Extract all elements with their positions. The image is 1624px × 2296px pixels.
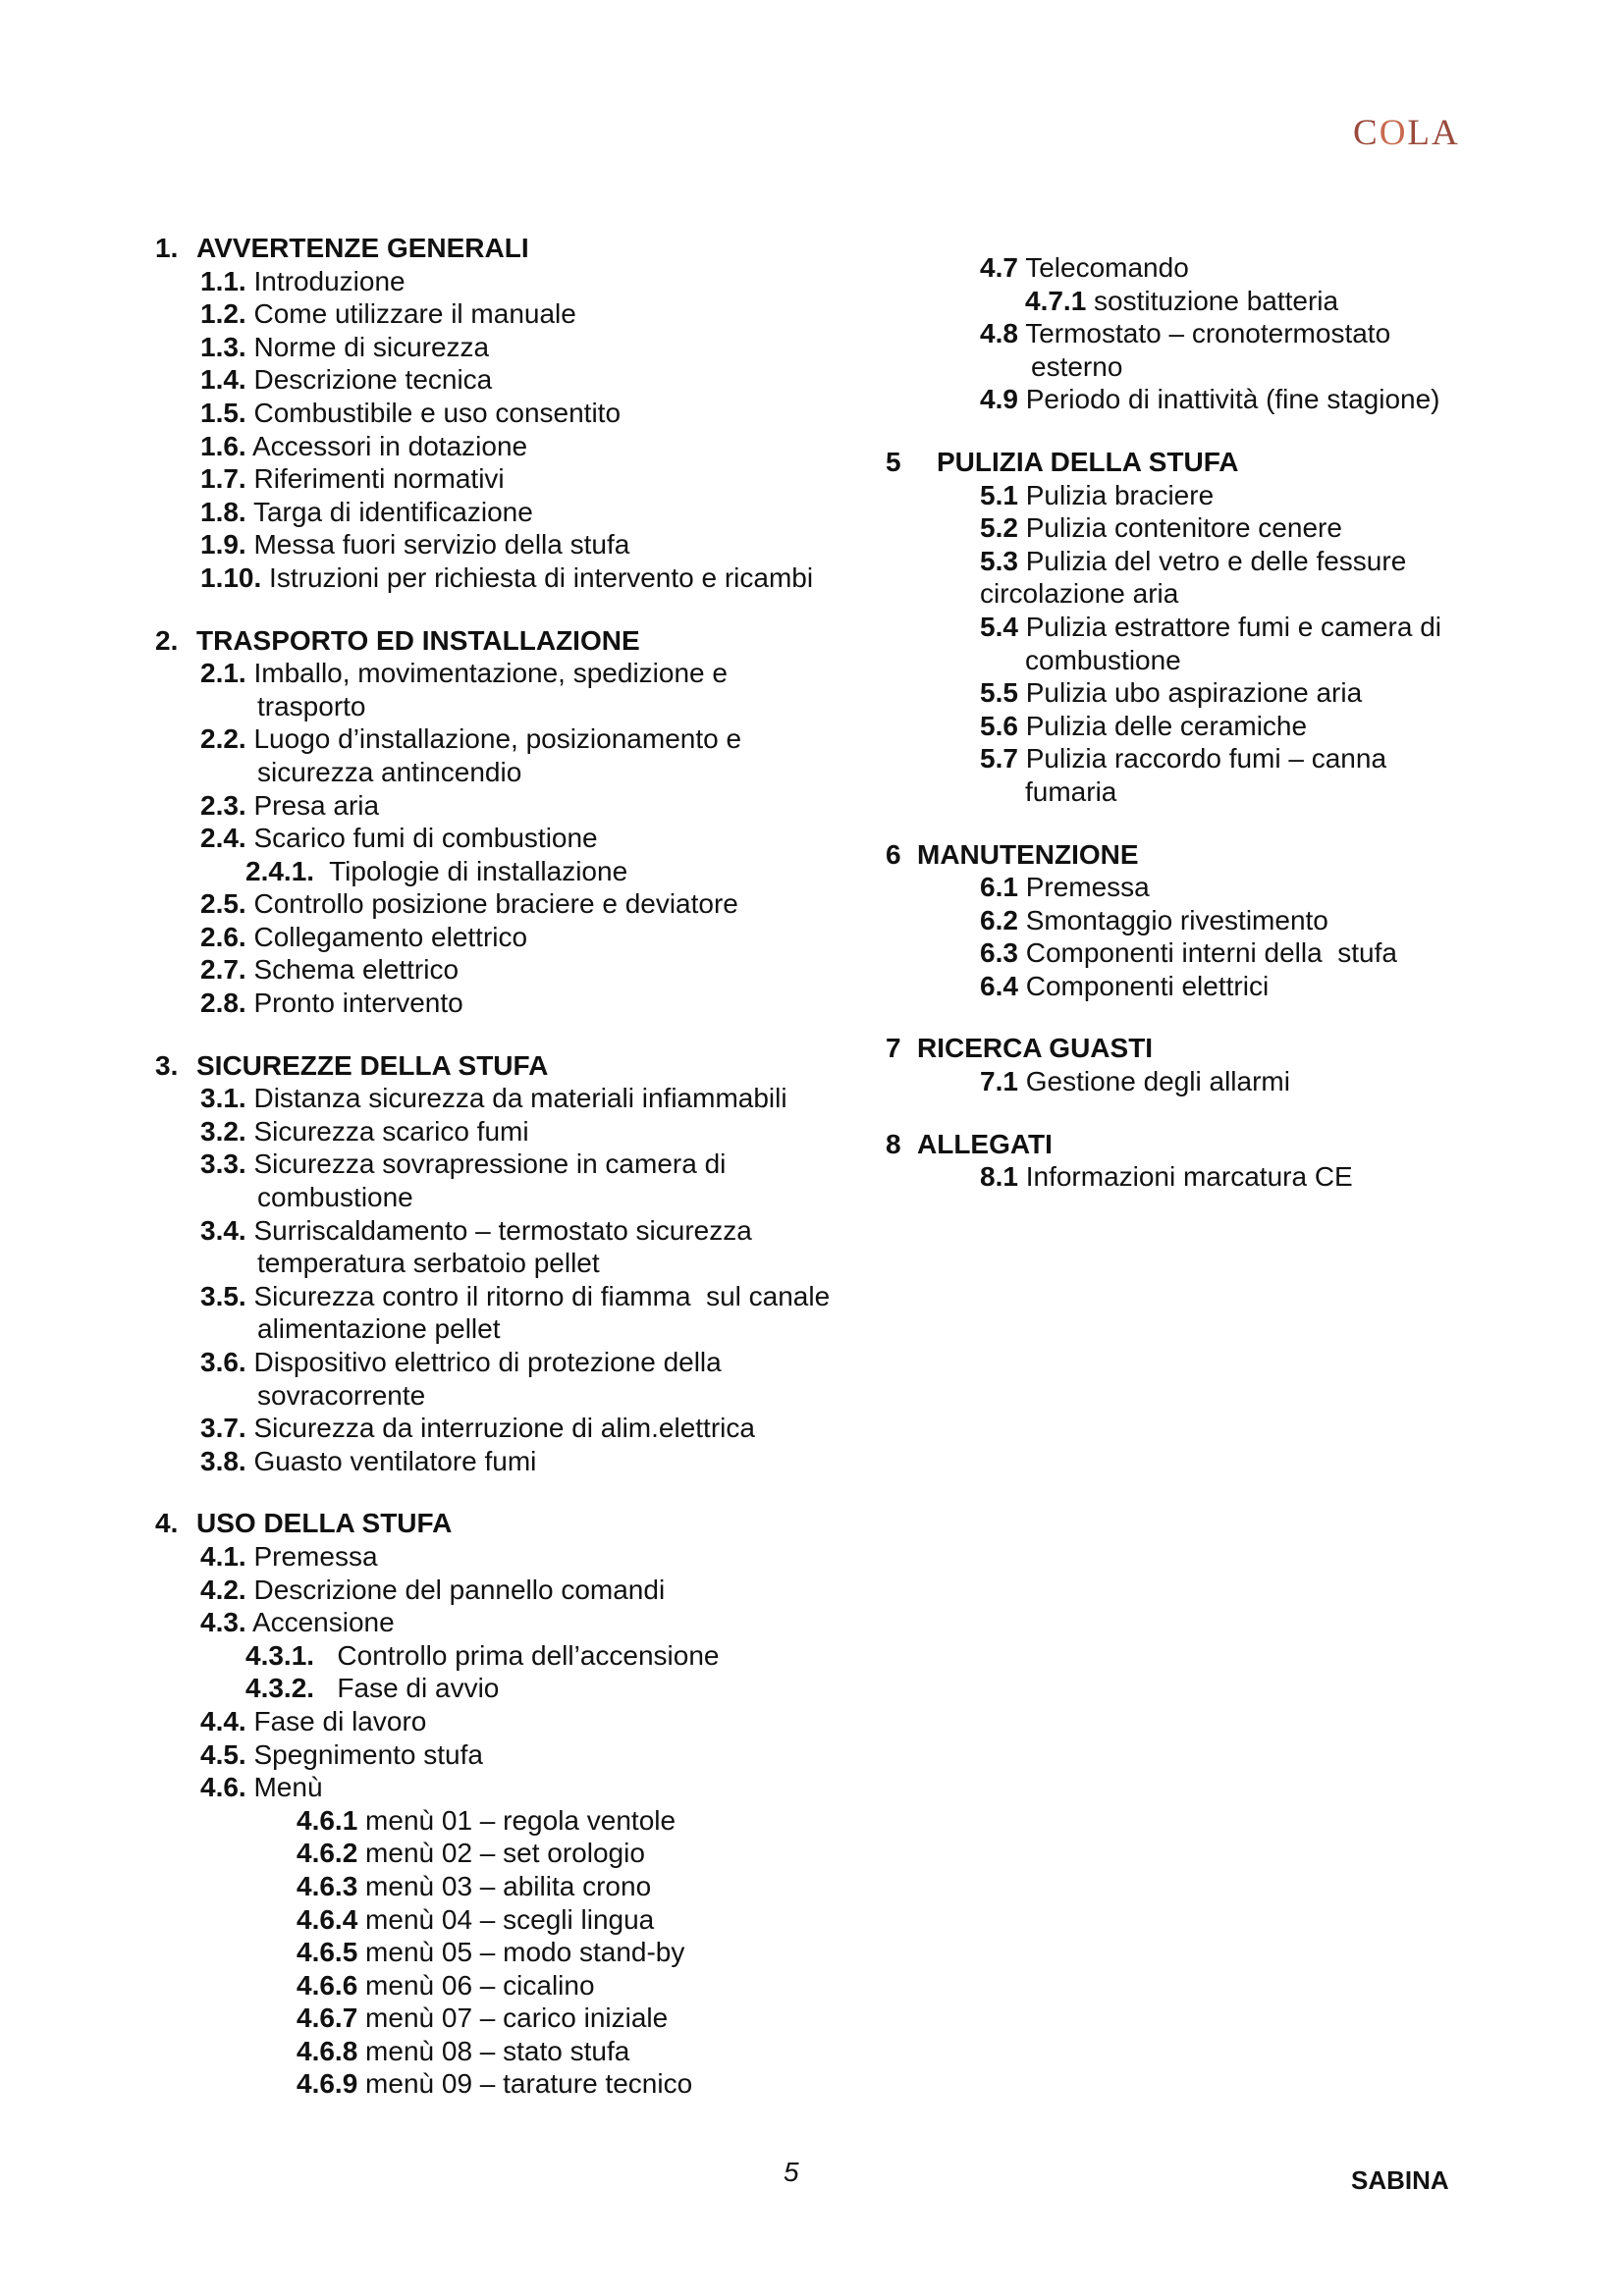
toc-entry: 3.6. Dispositivo elettrico di protezione della	[200, 1347, 722, 1377]
toc-entry: 5.5 Pulizia ubo aspirazione aria	[980, 677, 1363, 709]
toc-entry: 5.7 Pulizia raccordo fumi – canna	[980, 743, 1387, 774]
toc-entry: 4.6.4 menù 04 – scegli lingua	[297, 1903, 655, 1935]
toc-section-heading: 4. USO DELLA STUFA	[155, 1508, 453, 1539]
toc-entry: 2.8. Pronto intervento	[200, 988, 463, 1019]
toc-entry: 4.8 Termostato – cronotermostato	[980, 318, 1391, 349]
toc-entry: 3.1. Distanza sicurezza da materiali infiammabili	[200, 1083, 787, 1114]
toc-entry: 5.4 Pulizia estrattore fumi e camera di	[980, 611, 1441, 642]
toc-entry: 4.6.2 menù 02 – set orologio	[297, 1838, 645, 1869]
toc-entry: 3.5. Sicurezza contro il ritorno di fiamma sul canale	[200, 1280, 831, 1311]
toc-entry: 4.3. Accensione	[200, 1607, 395, 1638]
toc-entry: 4.6.6 menù 06 – cicalino	[297, 1969, 595, 2001]
toc-entry: 1.6. Accessori in dotazione	[200, 430, 528, 461]
toc-entry: 4.9 Periodo di inattività (fine stagione)	[980, 384, 1440, 415]
toc-entry: 4.2. Descrizione del pannello comandi	[200, 1574, 666, 1605]
toc-entry: 2.4.1. Tipologie di installazione	[245, 855, 628, 886]
toc-right-column	[886, 251, 1494, 1194]
toc-entry: 4.6. Menù	[200, 1772, 323, 1803]
toc-entry: 8.1 Informazioni marcatura CE	[980, 1161, 1353, 1193]
toc-entry: 4.3.1. Controllo prima dell’accensione	[245, 1639, 720, 1671]
toc-entry-continuation: temperatura serbatoio pellet	[257, 1248, 600, 1279]
footer-brand: SABINA	[1351, 2165, 1449, 2195]
cola-logo: COLA	[1353, 113, 1460, 153]
toc-entry: 5.3 Pulizia del vetro e delle fessure	[980, 545, 1407, 576]
toc-entry: 4.6.7 menù 07 – carico iniziale	[297, 2002, 669, 2034]
toc-entry-continuation: sovracorrente	[257, 1379, 426, 1411]
toc-entry: 1.5. Combustibile e uso consentito	[200, 397, 622, 428]
toc-section-heading: 7 RICERCA GUASTI	[886, 1033, 1154, 1064]
toc-entry-continuation: fumaria	[1025, 775, 1117, 807]
toc-entry-continuation: trasporto	[257, 690, 366, 721]
toc-entry: 3.4. Surriscaldamento – termostato sicurezza	[200, 1214, 752, 1246]
toc-entry: 2.2. Luogo d’installazione, posizionamento e	[200, 723, 742, 755]
toc-entry: 5.1 Pulizia braciere	[980, 479, 1215, 510]
toc-entry: 4.6.5 menù 05 – modo stand-by	[297, 1937, 685, 1968]
toc-entry: 4.6.9 menù 09 – tarature tecnico	[297, 2068, 693, 2100]
toc-entry: 4.6.8 menù 08 – stato stufa	[297, 2035, 630, 2066]
toc-section-heading: 2. TRASPORTO ED INSTALLAZIONE	[155, 624, 640, 656]
toc-section-heading: 5 PULIZIA DELLA STUFA	[886, 446, 1239, 477]
toc-entry: 4.3.2. Fase di avvio	[245, 1673, 500, 1704]
toc-entry: 5.2 Pulizia contenitore cenere	[980, 512, 1342, 544]
toc-entry: 6.1 Premessa	[980, 872, 1150, 903]
toc-entry-continuation: sicurezza antincendio	[257, 756, 522, 787]
toc-entry: 3.8. Guasto ventilatore fumi	[200, 1445, 537, 1476]
toc-entry: 2.1. Imballo, movimentazione, spedizione e	[200, 658, 728, 689]
toc-entry: 3.3. Sicurezza sovrapressione in camera di	[200, 1148, 727, 1180]
toc-left-column	[155, 232, 901, 2101]
toc-entry: 1.1. Introduzione	[200, 265, 406, 296]
toc-entry: 1.4. Descrizione tecnica	[200, 364, 493, 396]
toc-entry-continuation: alimentazione pellet	[257, 1313, 501, 1345]
toc-entry: 1.7. Riferimenti normativi	[200, 463, 505, 495]
toc-entry: 5.6 Pulizia delle ceramiche	[980, 710, 1308, 741]
toc-entry: 6.2 Smontaggio rivestimento	[980, 904, 1328, 935]
toc-entry: 4.6.1 menù 01 – regola ventole	[297, 1804, 677, 1836]
toc-entry: 2.6. Collegamento elettrico	[200, 921, 528, 952]
page-number: 5	[784, 2157, 799, 2187]
toc-entry: 4.5. Spegnimento stufa	[200, 1738, 483, 1770]
toc-entry-continuation: combustione	[257, 1182, 413, 1213]
toc-entry: 2.3. Presa aria	[200, 789, 380, 821]
toc-section-heading: 3. SICUREZZE DELLA STUFA	[155, 1049, 549, 1081]
toc-entry: 3.2. Sicurezza scarico fumi	[200, 1115, 529, 1147]
toc-section-heading: 8 ALLEGATI	[886, 1128, 1053, 1159]
toc-entry: 6.4 Componenti elettrici	[980, 970, 1270, 1001]
toc-entry: 4.6.3 menù 03 – abilita crono	[297, 1870, 652, 1901]
toc-entry-continuation: circolazione aria	[980, 578, 1179, 610]
toc-entry: 2.5. Controllo posizione braciere e deviatore	[200, 888, 738, 920]
toc-entry: 1.9. Messa fuori servizio della stufa	[200, 529, 630, 561]
toc-section-heading: 6 MANUTENZIONE	[886, 838, 1139, 870]
toc-entry: 2.7. Schema elettrico	[200, 954, 460, 986]
toc-entry: 1.8. Targa di identificazione	[200, 496, 533, 527]
toc-entry: 4.1. Premessa	[200, 1540, 378, 1572]
toc-entry: 3.7. Sicurezza da interruzione di alim.elettrica	[200, 1413, 755, 1444]
toc-entry: 4.7 Telecomando	[980, 252, 1189, 283]
toc-entry-continuation: esterno	[1031, 350, 1123, 382]
toc-section-heading: 1. AVVERTENZE GENERALI	[155, 233, 529, 263]
toc-entry: 7.1 Gestione degli allarmi	[980, 1066, 1290, 1097]
toc-entry: 6.3 Componenti interni della stufa	[980, 937, 1397, 969]
toc-entry: 4.4. Fase di lavoro	[200, 1705, 427, 1736]
toc-entry: 1.10. Istruzioni per richiesta di intervento e ricambi	[200, 561, 814, 593]
toc-entry: 4.7.1 sostituzione batteria	[1025, 285, 1339, 316]
toc-entry: 1.3. Norme di sicurezza	[200, 331, 490, 362]
toc-entry: 1.2. Come utilizzare il manuale	[200, 298, 576, 330]
toc-entry-continuation: combustione	[1025, 644, 1181, 675]
toc-entry: 2.4. Scarico fumi di combustione	[200, 823, 598, 854]
